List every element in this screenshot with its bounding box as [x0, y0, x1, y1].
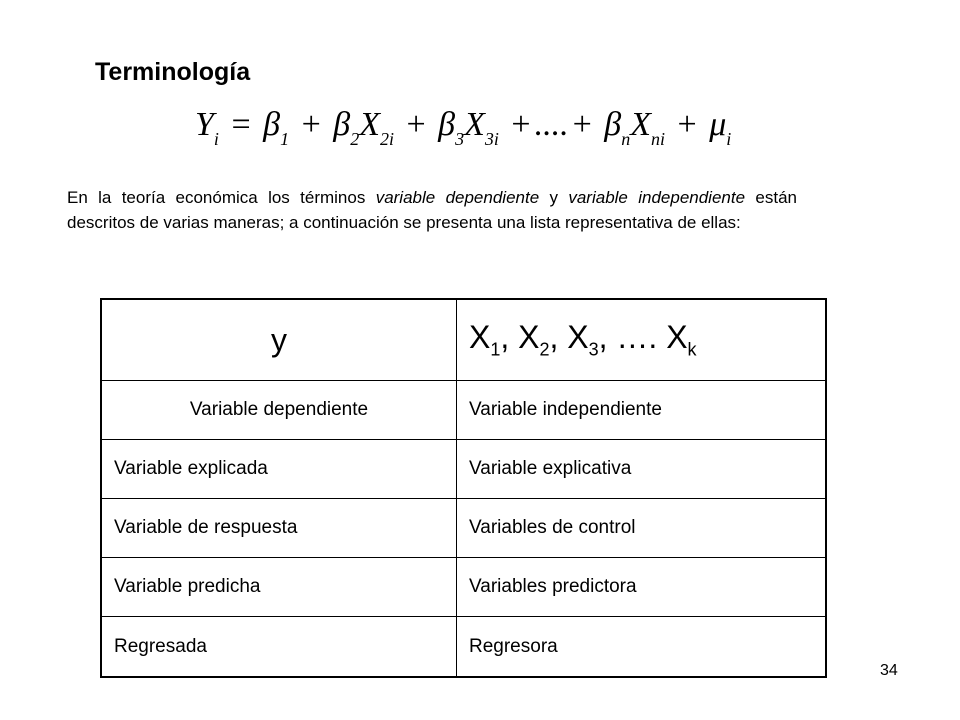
- eq-sub: 2: [350, 129, 360, 149]
- header-sub: 1: [490, 339, 501, 360]
- eq-beta: β: [333, 106, 351, 143]
- eq-op: =: [231, 106, 251, 143]
- para-emphasis: variable dependiente: [375, 188, 540, 207]
- table-row: [101, 381, 826, 440]
- para-text: y: [539, 188, 569, 207]
- table-header-row: [101, 299, 826, 381]
- eq-y: Y: [195, 106, 214, 143]
- header-dependent: y: [101, 299, 457, 381]
- eq-x: X: [464, 106, 485, 143]
- page-number: 34: [880, 662, 898, 679]
- eq-sub: 3: [455, 129, 465, 149]
- eq-x: X: [359, 106, 380, 143]
- table-row: [101, 558, 826, 617]
- header-part: , X: [549, 319, 589, 356]
- eq-sub: n: [621, 129, 631, 149]
- table-row: [101, 617, 826, 677]
- header-sub: 3: [588, 339, 599, 360]
- eq-beta: β: [604, 106, 622, 143]
- header-part: X: [469, 319, 491, 356]
- table-cell: Variables predictora: [457, 558, 827, 617]
- eq-beta: β: [438, 106, 456, 143]
- header-sub: 2: [539, 339, 550, 360]
- terminology-table: [100, 298, 827, 678]
- table-cell: Variable predicha: [101, 558, 457, 617]
- header-sub: k: [687, 339, 697, 360]
- para-text: están descritos de varias maneras; a continuación se presenta una lista representativa de ellas:: [67, 188, 797, 232]
- para-text: En la teoría económica los términos: [67, 188, 376, 207]
- eq-sub: ni: [651, 129, 666, 149]
- table-cell: Variable independiente: [457, 381, 827, 440]
- eq-sub: 2i: [379, 129, 394, 149]
- table-row: [101, 440, 826, 499]
- eq-x: X: [630, 106, 651, 143]
- table-cell: Variables de control: [457, 499, 827, 558]
- eq-sub: i: [726, 129, 732, 149]
- eq-op: +: [572, 106, 592, 143]
- eq-mu: μ: [709, 106, 727, 143]
- slide-title: Terminología: [95, 58, 251, 86]
- table-cell: Variable dependiente: [101, 381, 457, 440]
- table-cell: Variable de respuesta: [101, 499, 457, 558]
- header-part: , X: [500, 319, 540, 356]
- eq-op: +: [677, 106, 697, 143]
- eq-sub: 1: [280, 129, 290, 149]
- intro-paragraph: [67, 185, 797, 235]
- table-cell: Regresora: [457, 617, 827, 677]
- eq-op: +: [301, 106, 321, 143]
- eq-sub: i: [213, 129, 219, 149]
- header-part: , …. X: [598, 319, 688, 356]
- regression-equation: [195, 108, 731, 148]
- eq-op: +: [406, 106, 426, 143]
- eq-op: +: [511, 106, 531, 143]
- table-cell: Variable explicativa: [457, 440, 827, 499]
- table-cell: Variable explicada: [101, 440, 457, 499]
- para-emphasis: variable independiente: [568, 188, 746, 207]
- eq-beta: β: [263, 106, 281, 143]
- table-cell: Regresada: [101, 617, 457, 677]
- eq-sub: 3i: [484, 129, 499, 149]
- header-independent: [457, 299, 827, 381]
- table-row: [101, 499, 826, 558]
- eq-dots: ....: [534, 106, 569, 143]
